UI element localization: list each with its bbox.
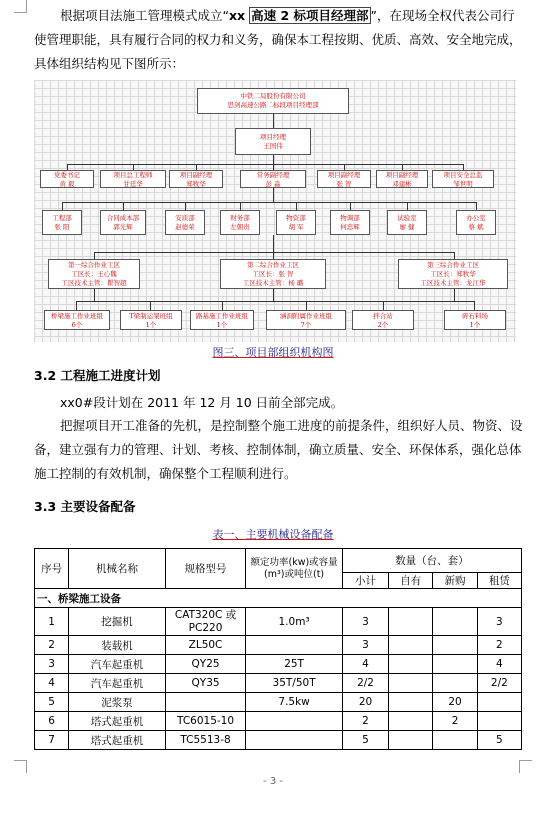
cell: 7.5kw xyxy=(246,693,343,712)
connector xyxy=(94,252,95,259)
org-box-leader xyxy=(240,170,306,188)
cell xyxy=(433,674,477,693)
cell: 5 xyxy=(342,731,388,750)
cell xyxy=(246,731,343,750)
org-box-line: 桥梁施工作业班组 xyxy=(51,312,103,320)
org-box-line: 第一综合作业工区 xyxy=(68,261,120,269)
org-box-department xyxy=(387,210,427,235)
org-box-line: 试验室 xyxy=(397,214,417,222)
org-box-line: 7个 xyxy=(300,321,312,329)
header-power: 额定功率(kw)或容量(m³)或吨位(t) xyxy=(246,549,343,589)
cell: QY25 xyxy=(165,655,245,674)
header-rent: 租赁 xyxy=(477,573,521,589)
figure-caption-text: 图三、项目部组织机构图 xyxy=(212,346,334,359)
org-box-line: 张 阳 xyxy=(54,223,70,231)
org-box-line: 第二综合作业工区 xyxy=(247,261,299,269)
table-row xyxy=(35,655,522,674)
connector xyxy=(62,202,476,203)
org-box-line: 甘廷华 xyxy=(123,180,143,188)
cell: 4 xyxy=(35,674,69,693)
org-box-line: 郑牧华 xyxy=(186,180,206,188)
section-heading-3-3: 3.3 主要设备配备 xyxy=(34,499,136,514)
org-box-leader xyxy=(169,170,223,188)
org-box-department xyxy=(456,210,496,235)
cell xyxy=(433,731,477,750)
section-label: 一、桥梁施工设备 xyxy=(35,589,522,608)
cell: 3 xyxy=(342,636,388,655)
cell: 3 xyxy=(35,655,69,674)
cell: 2 xyxy=(35,636,69,655)
org-box-line: 左朝贵 xyxy=(230,223,250,231)
cell: 5 xyxy=(477,731,521,750)
table-section-row xyxy=(35,589,522,608)
cell: 2 xyxy=(342,712,388,731)
header-subtotal: 小计 xyxy=(342,573,388,589)
org-box-line: 碎石料场 xyxy=(462,312,488,320)
cell: 汽车起重机 xyxy=(69,674,166,693)
connector xyxy=(296,202,297,210)
table-header-row xyxy=(35,549,522,573)
org-box-line: 1个 xyxy=(469,321,481,329)
intro-text-before: 根据项目法施工管理模式成立“ xyxy=(60,8,229,23)
intro-highlight-name: 高速 2 标项目经理部 xyxy=(251,8,369,23)
cell: 1.0m³ xyxy=(246,608,343,636)
org-box-team xyxy=(190,310,254,330)
connector xyxy=(454,252,455,259)
org-box-line: 2个 xyxy=(377,321,389,329)
schedule-line: xx0#段计划在 2011 年 12 月 10 日前全部完成。 xyxy=(60,395,344,410)
org-box-line: 工程部 xyxy=(52,214,72,222)
cell: 2/2 xyxy=(477,674,521,693)
org-box-company xyxy=(197,88,349,114)
connector xyxy=(273,188,274,202)
cell: 2 xyxy=(477,636,521,655)
org-box-line: 办公室 xyxy=(466,214,486,222)
connector xyxy=(76,301,77,310)
org-box-line: 中铁二局股份有限公司 xyxy=(240,92,306,100)
cell: 3 xyxy=(477,608,521,636)
intro-text-after: ”，在现场全权代表公司行使管理职能，具有履行合同的权力和义务，确保本工程按期、优质、高效、安全地完成，具体组织结构见下图所示： xyxy=(34,8,522,71)
org-box-line: 物调部 xyxy=(340,214,360,222)
org-box-line: 路基施工作业班组 xyxy=(196,312,248,320)
crop-mark-top-left xyxy=(14,0,27,13)
cell: 塔式起重机 xyxy=(69,712,166,731)
cell xyxy=(246,636,343,655)
cell: 汽车起重机 xyxy=(69,655,166,674)
org-box-line: 合同成本部 xyxy=(106,214,140,222)
connector xyxy=(62,202,63,210)
org-box-line: 王国伟 xyxy=(263,142,283,150)
org-box-line: T梁制运架班组 xyxy=(129,312,173,320)
cell: QY35 xyxy=(165,674,245,693)
connector xyxy=(123,202,124,210)
org-box-line: 思剑高速公路二标段项目经理部 xyxy=(227,101,319,109)
header-own: 自有 xyxy=(389,573,433,589)
cell xyxy=(389,636,433,655)
connector xyxy=(476,202,477,210)
connector xyxy=(150,301,151,310)
org-box-line: 邓建彬 xyxy=(392,180,412,188)
connector xyxy=(383,301,384,310)
header-qty: 数量（台、套） xyxy=(342,549,521,573)
cell xyxy=(389,608,433,636)
equipment-table xyxy=(34,548,522,750)
org-box-department xyxy=(330,210,370,235)
table-row xyxy=(35,731,522,750)
connector xyxy=(273,252,274,259)
org-box-department xyxy=(42,210,82,235)
org-box-line: 蔡 斌 xyxy=(468,223,484,231)
figure-caption xyxy=(0,344,546,360)
org-box-work-area xyxy=(220,259,326,289)
connector xyxy=(474,301,475,310)
cell xyxy=(389,655,433,674)
header-seq: 序号 xyxy=(35,549,69,589)
connector xyxy=(350,202,351,210)
header-machine: 机械名称 xyxy=(69,549,166,589)
connector xyxy=(273,235,274,252)
table-row xyxy=(35,712,522,731)
org-box-line: 项目副经理 xyxy=(179,171,213,179)
cell: 7 xyxy=(35,731,69,750)
crop-mark-bottom-left xyxy=(14,760,27,773)
org-box-line: 项目副经理 xyxy=(385,171,419,179)
org-box-line: 赵德荣 xyxy=(175,223,195,231)
org-box-line: 项目副经理 xyxy=(327,171,361,179)
org-box-work-area xyxy=(48,259,140,289)
table-title xyxy=(0,526,546,542)
org-box-line: 工区长：张 智 xyxy=(252,270,294,278)
connector xyxy=(306,301,307,310)
section-heading-3-2: 3.2 工程施工进度计划 xyxy=(34,368,161,383)
cell: ZL50C xyxy=(165,636,245,655)
org-box-department xyxy=(220,210,260,235)
cell: CAT320C 或 PC220 xyxy=(165,608,245,636)
org-box-line: 财务部 xyxy=(230,214,250,222)
cell: 挖掘机 xyxy=(69,608,166,636)
cell: 20 xyxy=(342,693,388,712)
org-chart xyxy=(34,80,516,342)
cell: 泥浆泵 xyxy=(69,693,166,712)
org-box-line: 项目安全总监 xyxy=(443,171,483,179)
org-box-line: 党委书记 xyxy=(54,171,80,179)
table-title-text: 表一、主要机械设备配备 xyxy=(212,528,334,541)
cell: 2 xyxy=(433,712,477,731)
cell xyxy=(246,712,343,731)
connector xyxy=(94,289,95,301)
cell xyxy=(477,693,521,712)
cell xyxy=(389,712,433,731)
org-box-team xyxy=(44,310,110,330)
org-box-department xyxy=(276,210,316,235)
org-box-line: 第三综合作业工区 xyxy=(427,261,479,269)
org-box-work-area xyxy=(398,259,508,289)
cell: 装载机 xyxy=(69,636,166,655)
org-box-line: 工区技术主管：杨 璐 xyxy=(242,279,304,287)
org-box-line: 工区技术主管：瞿智超 xyxy=(61,279,127,287)
connector xyxy=(273,155,274,164)
cell: 塔式起重机 xyxy=(69,731,166,750)
cell xyxy=(165,693,245,712)
org-box-line: 6个 xyxy=(71,321,83,329)
org-box-line: 何忠辉 xyxy=(340,223,360,231)
org-box-line: 工区技术主管：龙江华 xyxy=(420,279,486,287)
connector xyxy=(240,202,241,210)
table-row xyxy=(35,674,522,693)
org-box-department xyxy=(100,210,146,235)
cell xyxy=(433,608,477,636)
table-row xyxy=(35,636,522,655)
org-box-leader xyxy=(432,170,494,188)
org-box-line: 邹世明 xyxy=(453,180,473,188)
org-box-line: 拌合站 xyxy=(373,312,393,320)
intro-highlight-xx: xx xyxy=(228,8,246,23)
cell: 2/2 xyxy=(342,674,388,693)
schedule-paragraph: 把握项目开工准备的先机，是控制整个施工进度的前提条件，组织好人员、物资、设备，建立强有力的管理、计划、考核、控制体制，确立质量、安全、环保体系，强化总体施工控制的有效机制，确保整个工程顺利进行。 xyxy=(34,418,523,481)
org-box-leader xyxy=(376,170,428,188)
connector xyxy=(273,289,274,301)
header-new: 新购 xyxy=(433,573,477,589)
org-box-line: 胡 军 xyxy=(288,223,304,231)
org-box-line: 工区长：郑牧华 xyxy=(430,270,476,278)
org-box-line: 廖 健 xyxy=(399,223,415,231)
org-box-line: 1个 xyxy=(216,321,228,329)
table-row xyxy=(35,693,522,712)
connector xyxy=(67,164,463,165)
org-box-line: 涵洞附属作业班组 xyxy=(280,312,332,320)
connector xyxy=(94,252,454,253)
cell: 3 xyxy=(342,608,388,636)
connector xyxy=(76,301,474,302)
cell xyxy=(389,693,433,712)
connector xyxy=(454,289,455,301)
cell: 4 xyxy=(342,655,388,674)
cell xyxy=(389,731,433,750)
org-box-line: 郭光辉 xyxy=(113,223,133,231)
org-box-line: 项目经理 xyxy=(260,133,286,141)
org-box-leader xyxy=(317,170,371,188)
intro-paragraph xyxy=(34,4,524,76)
cell: 35T/50T xyxy=(246,674,343,693)
org-box-line: 张 智 xyxy=(336,180,352,188)
cell: 1 xyxy=(35,608,69,636)
cell: 6 xyxy=(35,712,69,731)
header-spec: 规格型号 xyxy=(165,549,245,589)
connector xyxy=(222,301,223,310)
org-box-line: 黄 毅 xyxy=(59,180,75,188)
connector xyxy=(185,202,186,210)
org-box-line: 1个 xyxy=(145,321,157,329)
page-number: - 3 - xyxy=(263,776,283,787)
org-box-team xyxy=(120,310,182,330)
org-box-line: 安质部 xyxy=(175,214,195,222)
cell: 4 xyxy=(477,655,521,674)
org-box-line: 彭 淼 xyxy=(265,180,281,188)
org-box-line: 工区长：王心魏 xyxy=(71,270,117,278)
org-box-line: 常务副经理 xyxy=(256,171,290,179)
cell: TC5513-8 xyxy=(165,731,245,750)
org-box-team xyxy=(444,310,506,330)
org-box-team xyxy=(266,310,346,330)
org-box-department xyxy=(165,210,205,235)
cell: TC6015-10 xyxy=(165,712,245,731)
crop-mark-bottom-right xyxy=(519,760,532,773)
org-box-line: 项目总工程师 xyxy=(113,171,153,179)
cell: 5 xyxy=(35,693,69,712)
table-row xyxy=(35,608,522,636)
org-box-team xyxy=(352,310,414,330)
connector xyxy=(407,202,408,210)
cell: 25T xyxy=(246,655,343,674)
cell: 20 xyxy=(433,693,477,712)
org-box-leader xyxy=(100,170,166,188)
cell xyxy=(477,712,521,731)
connector xyxy=(273,114,274,128)
cell xyxy=(389,674,433,693)
cell xyxy=(433,655,477,674)
org-box-line: 物资部 xyxy=(286,214,306,222)
cell xyxy=(433,636,477,655)
org-box-leader xyxy=(40,170,94,188)
org-box-project-manager xyxy=(235,128,311,155)
